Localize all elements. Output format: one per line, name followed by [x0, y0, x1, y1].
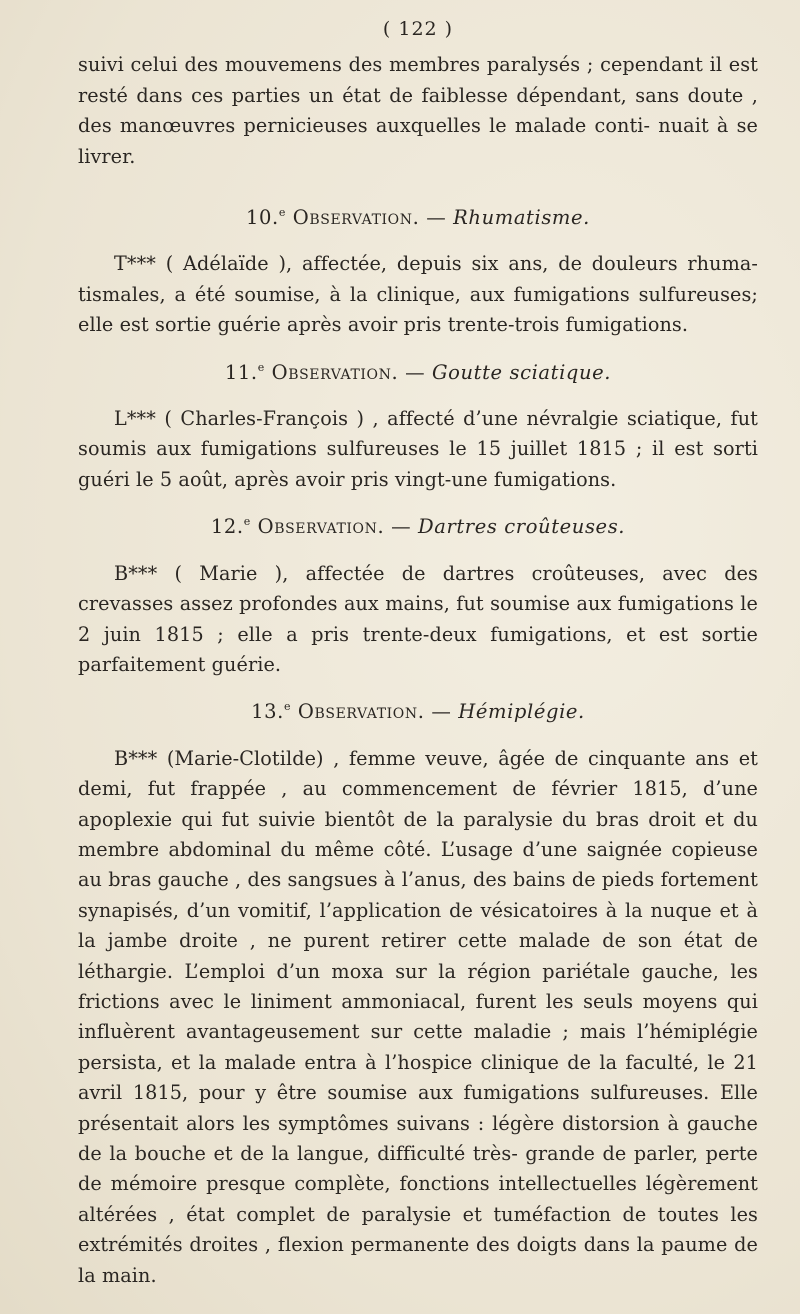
observation-heading	[78, 353, 758, 388]
observation-heading	[78, 507, 758, 542]
heading-dash: —	[398, 360, 432, 384]
observation-heading	[78, 692, 758, 727]
observation-body: T*** ( Adélaïde ), affectée, depuis six ans, de douleurs rhuma- tismales, a été soumise, à la clinique, aux fumigations sulfureuses; elle est sortie guérie après avoir pris trente-trois fumigations.	[78, 252, 758, 337]
heading-dash: —	[384, 515, 418, 539]
observation-number: 11.$^e$	[224, 360, 265, 384]
observation-body: B*** ( Marie ), affectée de dartres croûteuses, avec des crevasses assez profondes aux mains, fut soumise aux fumigations le 2 juin 1815 ; elle a pris trente-deux fumigations, et est sortie parfaitement guérie.	[78, 561, 758, 676]
heading-dash: —	[424, 700, 459, 724]
heading-dash: —	[419, 206, 454, 230]
book-page	[78, 14, 758, 1291]
intro-paragraph: suivi celui des mouvemens des membres paralysés ; cependant il est resté dans ces parties un état de faiblesse dépendant, sans doute , des manœuvres pernicieuses auxquelles le malade conti- nuait à se livrer.	[78, 53, 758, 168]
page-number: ( 122 )	[382, 18, 454, 40]
observation-number: 10.$^e$	[246, 206, 286, 230]
observation-label: Observation.	[292, 206, 420, 230]
observation-topic: Goutte sciatique.	[431, 360, 612, 384]
observation-heading	[78, 198, 758, 233]
observation-label: Observation.	[297, 700, 425, 724]
observation-number: 13.$^e$	[251, 700, 292, 724]
observation-topic: Rhumatisme.	[453, 206, 590, 230]
spacer	[78, 172, 758, 186]
observation-number: 12.$^e$	[210, 515, 251, 539]
observation-label: Observation.	[271, 360, 399, 384]
observation-label: Observation.	[257, 515, 385, 539]
observation-body: L*** ( Charles-François ) , affecté d’une névralgie sciatique, fut soumis aux fumigations sulfureuses le 15 juillet 1815 ; il est sorti guéri le 5 août, après avoir pris vingt-une fumigations.	[78, 407, 758, 491]
observation-topic: Hémiplégie.	[458, 700, 585, 724]
observation-topic: Dartres croûteuses.	[417, 515, 626, 539]
observation-body: B*** (Marie-Clotilde) , femme veuve, âgée de cinquante ans et demi, fut frappée , au commencement de février 1815, d’une apoplexie qui fut suivie bientôt de la paralysie du bras droit et du membre abdominal du même côté. L’usage d’une saignée copieuse au bras gauche , des sangsues à l’anus, des bains de pieds fortement synapisés, d’un vomitif, l’application de vésicatoires à la nuque et à la jambe droite , ne purent retirer cette malade de son état de léthargie. L’emploi d’un moxa sur la région pariétale gauche, les frictions avec le liniment ammoniacal, furent les seuls moyens qui influèrent avantageusement sur cette maladie ; mais l’hémiplégie persista, et la malade entra à l’hospice clinique de la faculté, le 21 avril 1815, pour y être soumise aux fumigations sulfureuses. Elle présentait alors les symptômes suivans : légère distorsion à gauche de la bouche et de la langue, difficulté très- grande de parler, perte de mémoire presque complète, fonctions intellectuelles légèrement altérées , état complet de paralysie et tuméfaction de toutes les extrémités droites , flexion permanente des doigts dans la paume de la main.	[78, 746, 758, 1287]
